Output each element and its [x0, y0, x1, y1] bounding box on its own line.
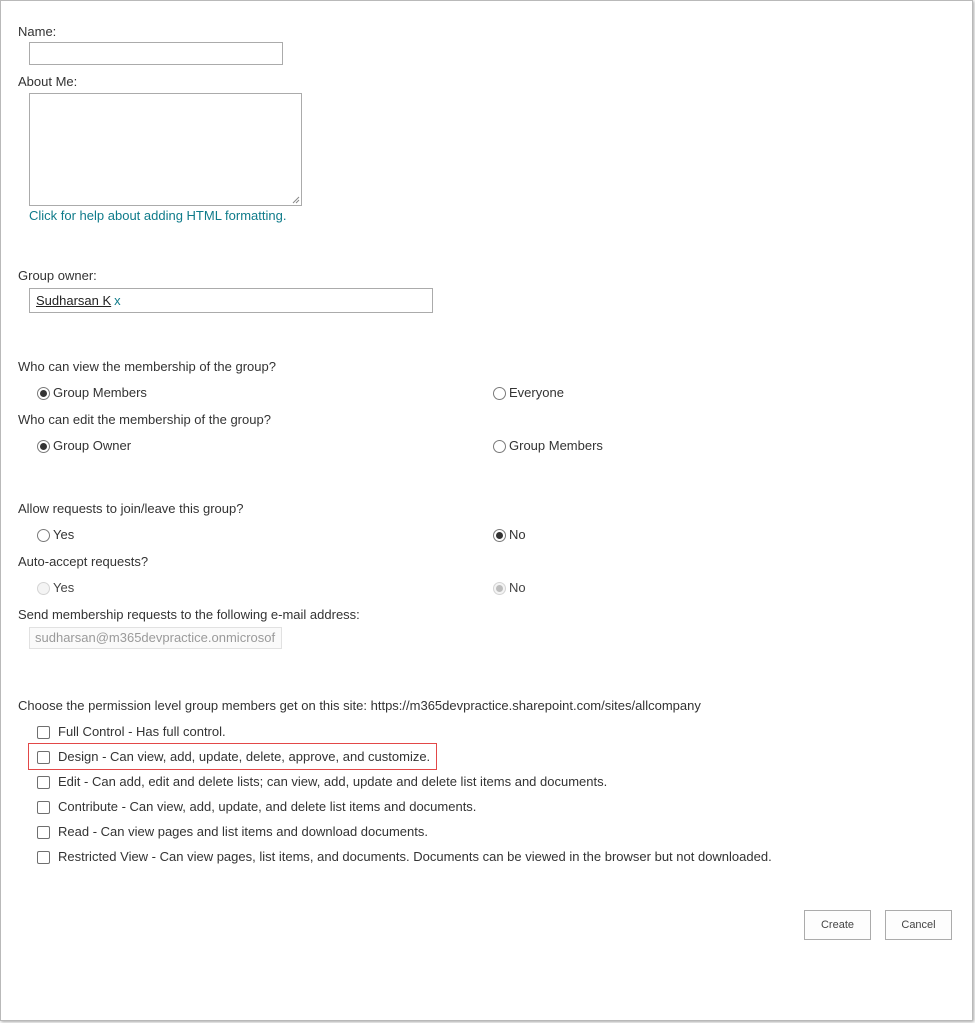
- permission-restricted-view[interactable]: [37, 849, 772, 865]
- permission-label-text: Edit - Can add, edit and delete lists; can view, add, update and delete list items and documents.: [58, 774, 608, 789]
- email-label: Send membership requests to the following e-mail address:: [18, 607, 360, 622]
- cancel-button[interactable]: Cancel: [885, 910, 952, 940]
- view-option-everyone[interactable]: [493, 385, 564, 401]
- option-label: Group Members: [53, 385, 147, 400]
- checkbox-icon[interactable]: [37, 851, 50, 864]
- edit-option-group-owner[interactable]: [37, 438, 131, 454]
- checkbox-icon[interactable]: [37, 751, 50, 764]
- permission-label-text: Read - Can view pages and list items and download documents.: [58, 824, 428, 839]
- checkbox-icon[interactable]: [37, 801, 50, 814]
- allow-requests-question: Allow requests to join/leave this group?: [18, 501, 244, 516]
- radio-checked-icon[interactable]: [37, 387, 50, 400]
- group-owner-label: Group owner:: [18, 268, 97, 283]
- permission-edit[interactable]: [37, 774, 607, 790]
- option-label: Everyone: [509, 385, 564, 400]
- auto-accept-question: Auto-accept requests?: [18, 554, 149, 569]
- radio-disabled-icon: [37, 582, 50, 595]
- about-me-textarea[interactable]: [29, 93, 302, 206]
- option-label: Yes: [53, 580, 75, 595]
- checkbox-icon[interactable]: [37, 776, 50, 789]
- radio-unchecked-icon[interactable]: [493, 387, 506, 400]
- permission-label-text: Full Control - Has full control.: [58, 724, 226, 739]
- checkbox-icon[interactable]: [37, 826, 50, 839]
- name-input[interactable]: [29, 42, 283, 65]
- remove-owner-button[interactable]: x: [114, 293, 121, 308]
- radio-checked-icon[interactable]: [493, 529, 506, 542]
- group-owner-picker[interactable]: [29, 288, 433, 313]
- permission-full-control[interactable]: [37, 724, 226, 740]
- radio-disabled-checked-icon: [493, 582, 506, 595]
- about-me-label: About Me:: [18, 74, 78, 89]
- radio-unchecked-icon[interactable]: [493, 440, 506, 453]
- html-help-link[interactable]: Click for help about adding HTML formatting.: [29, 208, 287, 223]
- radio-unchecked-icon[interactable]: [37, 529, 50, 542]
- email-input-disabled: sudharsan@m365devpractice.onmicrosof: [29, 627, 282, 649]
- create-button[interactable]: Create: [804, 910, 871, 940]
- option-label: Group Members: [509, 438, 603, 453]
- permission-read[interactable]: [37, 824, 428, 840]
- permission-label-text: Restricted View - Can view pages, list items, and documents. Documents can be viewed in the browser but not downloaded.: [58, 849, 772, 864]
- option-label: Yes: [53, 527, 75, 542]
- auto-accept-no: [493, 580, 526, 596]
- option-label: No: [509, 527, 526, 542]
- edit-option-group-members[interactable]: [493, 438, 603, 454]
- permission-label-text: Design - Can view, add, update, delete, approve, and customize.: [58, 749, 431, 764]
- option-label: No: [509, 580, 526, 595]
- permission-label: Choose the permission level group members get on this site: https://m365devpractice.sharepoint.com/sites/allcompany: [18, 698, 701, 713]
- edit-membership-question: Who can edit the membership of the group?: [18, 412, 271, 427]
- view-membership-question: Who can view the membership of the group?: [18, 359, 276, 374]
- auto-accept-yes: [37, 580, 74, 596]
- name-label: Name:: [18, 24, 57, 39]
- allow-requests-no[interactable]: [493, 527, 526, 543]
- permission-design[interactable]: [37, 749, 430, 765]
- view-option-group-members[interactable]: [37, 385, 147, 401]
- permission-contribute[interactable]: [37, 799, 476, 815]
- radio-checked-icon[interactable]: [37, 440, 50, 453]
- allow-requests-yes[interactable]: [37, 527, 74, 543]
- option-label: Group Owner: [53, 438, 132, 453]
- checkbox-icon[interactable]: [37, 726, 50, 739]
- resize-grip-icon[interactable]: [291, 195, 300, 204]
- permission-label-text: Contribute - Can view, add, update, and delete list items and documents.: [58, 799, 477, 814]
- group-owner-name[interactable]: Sudharsan K: [36, 293, 112, 308]
